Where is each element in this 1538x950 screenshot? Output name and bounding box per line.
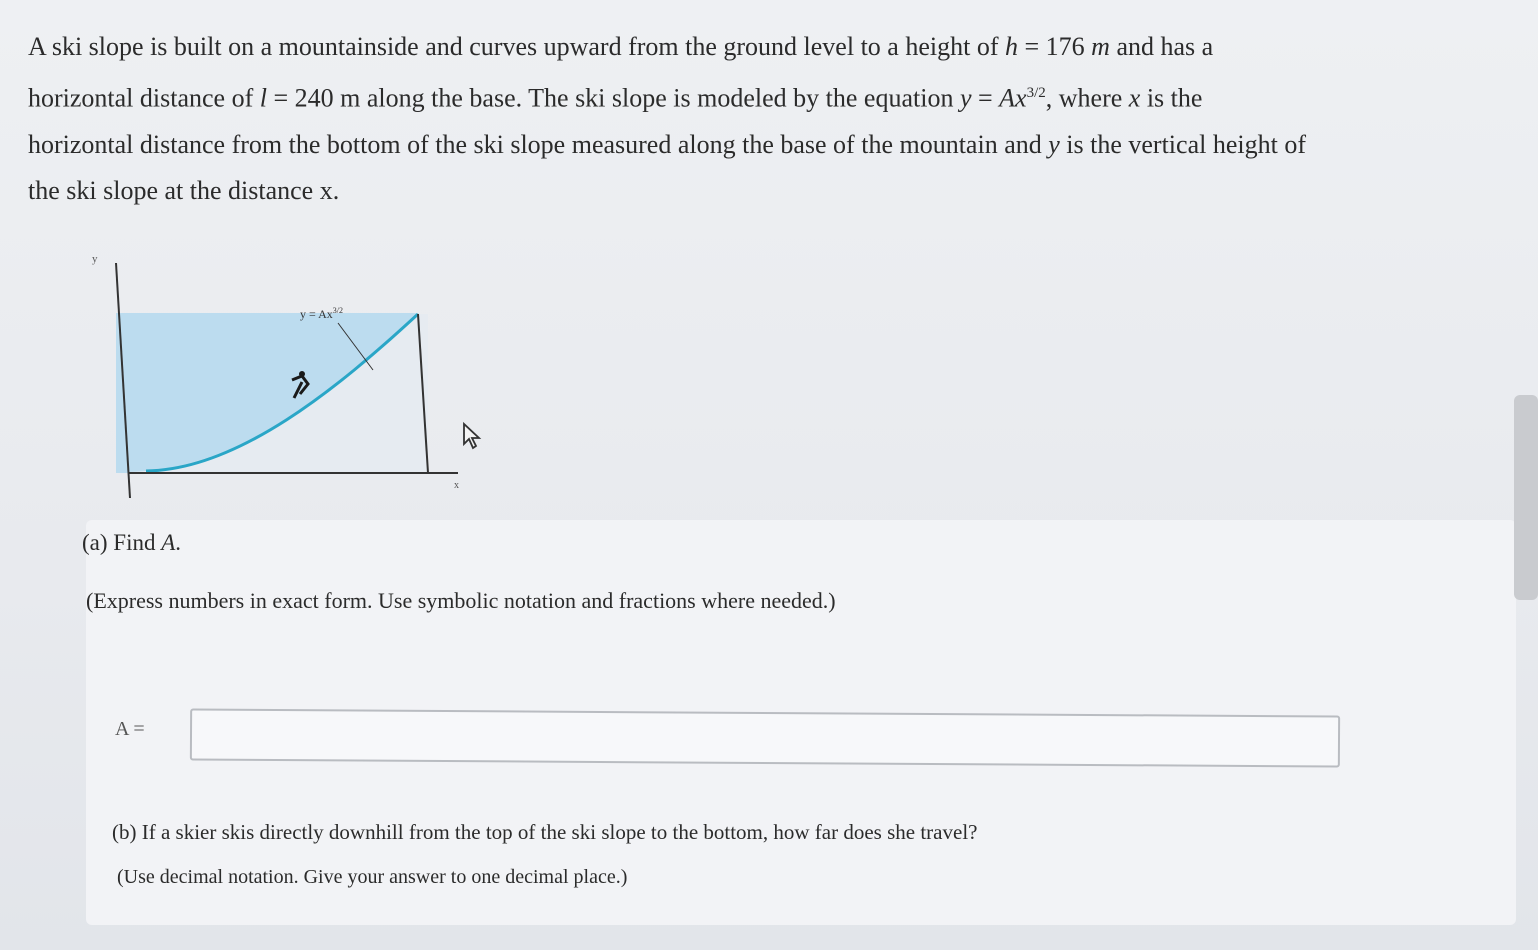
problem-line-1 xyxy=(28,24,1518,70)
h-value: = 176 xyxy=(1017,32,1092,61)
x-axis-label: x xyxy=(454,480,459,491)
problem-text-2b: = 240 m along the base. The ski slope is modeled by the equation xyxy=(267,83,960,113)
problem-statement xyxy=(28,24,1518,214)
answer-a-input[interactable] xyxy=(190,708,1340,767)
part-b-instructions: (Use decimal notation. Give your answer to one decimal place.) xyxy=(117,866,628,888)
problem-text-4: the ski slope at the distance x. xyxy=(28,175,340,205)
var-x: x xyxy=(1128,83,1141,113)
answer-a-label: A = xyxy=(115,718,145,740)
problem-text-2c: , where xyxy=(1045,83,1129,113)
problem-line-4 xyxy=(28,168,1518,214)
problem-text-3a: horizontal distance from the bottom of the ski slope measured along the base of the mountain and xyxy=(28,129,1049,159)
eq-equals: = xyxy=(971,83,1000,113)
curve-label-text: y = Ax xyxy=(300,307,333,321)
eq-ax: Ax xyxy=(999,83,1027,113)
curve-label-exp: 3/2 xyxy=(332,306,344,315)
problem-text-1b: and has a xyxy=(1109,32,1214,61)
h-unit: m xyxy=(1091,32,1110,61)
problem-text-2a: horizontal distance of xyxy=(28,83,260,113)
eq-y: y xyxy=(959,83,972,113)
part-a-prompt xyxy=(82,530,181,556)
var-y: y xyxy=(1048,129,1060,159)
part-a-period: . xyxy=(175,530,182,555)
scrollbar-thumb[interactable] xyxy=(1514,395,1538,600)
part-b-prompt: (b) If a skier skis directly downhill from the top of the ski slope to the bottom, how far does she travel? xyxy=(112,820,978,844)
part-a-var: A xyxy=(161,530,176,555)
var-l: l xyxy=(259,83,267,113)
problem-line-2 xyxy=(28,70,1518,122)
problem-text-2d: is the xyxy=(1140,83,1203,113)
problem-line-3 xyxy=(28,122,1518,168)
part-a-instructions: (Express numbers in exact form. Use symbolic notation and fractions where needed.) xyxy=(86,588,836,613)
part-a-label: (a) Find xyxy=(82,530,162,555)
eq-exponent: 3/2 xyxy=(1026,85,1046,101)
problem-text-1a: A ski slope is built on a mountainside and curves upward from the ground level to a height of xyxy=(28,32,999,61)
ski-slope-figure xyxy=(88,248,488,503)
mouse-cursor-icon xyxy=(458,420,488,452)
problem-text-3b: is the vertical height of xyxy=(1059,129,1306,159)
var-h: h xyxy=(1004,32,1018,61)
y-axis-label: y xyxy=(92,253,98,265)
